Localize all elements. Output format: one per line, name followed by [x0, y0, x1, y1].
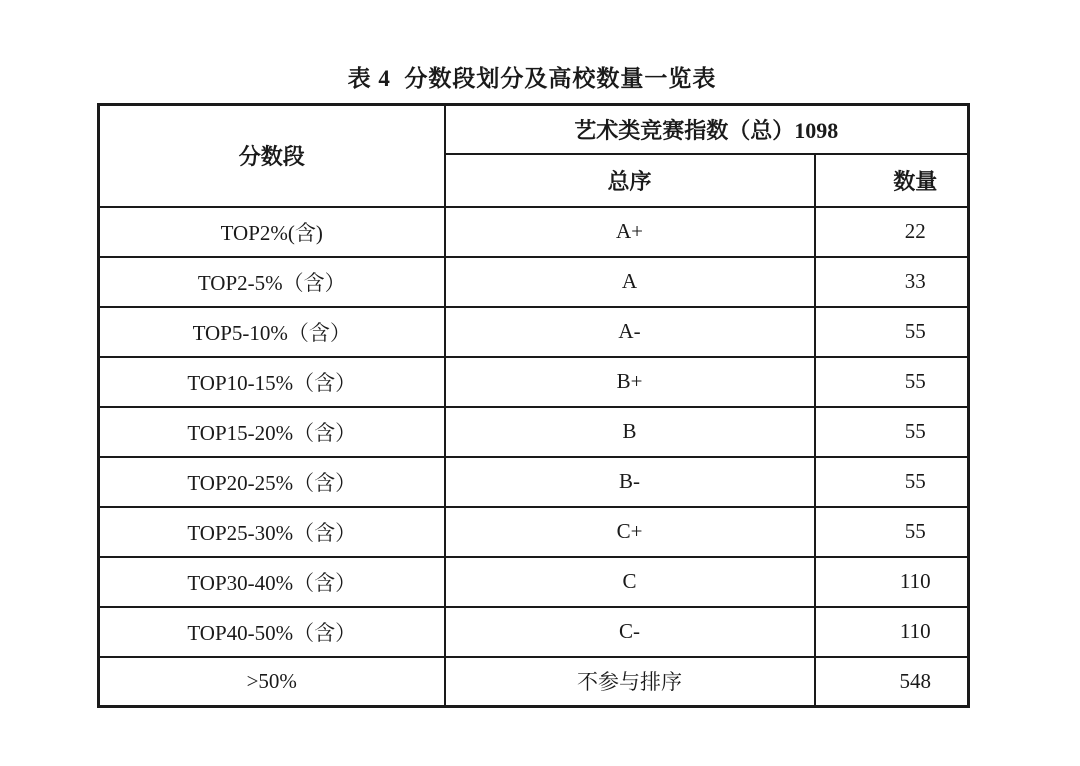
table-title: 表 4 分数段划分及高校数量一览表 — [347, 66, 717, 91]
grade-cell: A+ — [445, 207, 815, 257]
grade-cell: C- — [445, 607, 815, 657]
grade-cell: 不参与排序 — [445, 657, 815, 707]
count-cell: 55 — [815, 457, 969, 507]
table-row — [99, 407, 969, 457]
count-cell: 33 — [815, 257, 969, 307]
count-cell: 55 — [815, 357, 969, 407]
count-cell: 55 — [815, 507, 969, 557]
count-cell: 55 — [815, 407, 969, 457]
segment-cell: TOP40-50%（含） — [99, 607, 445, 657]
grade-cell: B — [445, 407, 815, 457]
table-row — [99, 357, 969, 407]
count-cell: 548 — [815, 657, 969, 707]
segment-cell: TOP25-30%（含） — [99, 507, 445, 557]
count-cell: 110 — [815, 557, 969, 607]
col-header-count: 数量 — [815, 154, 969, 207]
grade-cell: A — [445, 257, 815, 307]
segment-cell: >50% — [99, 657, 445, 707]
table-row — [99, 507, 969, 557]
segment-cell: TOP5-10%（含） — [99, 307, 445, 357]
table-row — [99, 607, 969, 657]
score-segment-table — [97, 103, 970, 708]
table-row — [99, 307, 969, 357]
col-header-index-total: 艺术类竞赛指数（总）1098 — [445, 105, 969, 154]
table-header — [99, 105, 969, 207]
grade-cell: A- — [445, 307, 815, 357]
table-row — [99, 457, 969, 507]
count-cell: 110 — [815, 607, 969, 657]
segment-cell: TOP15-20%（含） — [99, 407, 445, 457]
segment-cell: TOP20-25%（含） — [99, 457, 445, 507]
header-row-1 — [99, 105, 969, 154]
grade-cell: C — [445, 557, 815, 607]
table-body — [99, 207, 969, 707]
table-row — [99, 657, 969, 707]
grade-cell: C+ — [445, 507, 815, 557]
segment-cell: TOP10-15%（含） — [99, 357, 445, 407]
table-row — [99, 557, 969, 607]
col-header-score-segment: 分数段 — [99, 105, 445, 207]
grade-cell: B+ — [445, 357, 815, 407]
segment-cell: TOP2-5%（含） — [99, 257, 445, 307]
count-cell: 55 — [815, 307, 969, 357]
grade-cell: B- — [445, 457, 815, 507]
table-row — [99, 257, 969, 307]
col-header-overall-order: 总序 — [445, 154, 815, 207]
table-row — [99, 207, 969, 257]
segment-cell: TOP2%(含) — [99, 207, 445, 257]
segment-cell: TOP30-40%（含） — [99, 557, 445, 607]
count-cell: 22 — [815, 207, 969, 257]
